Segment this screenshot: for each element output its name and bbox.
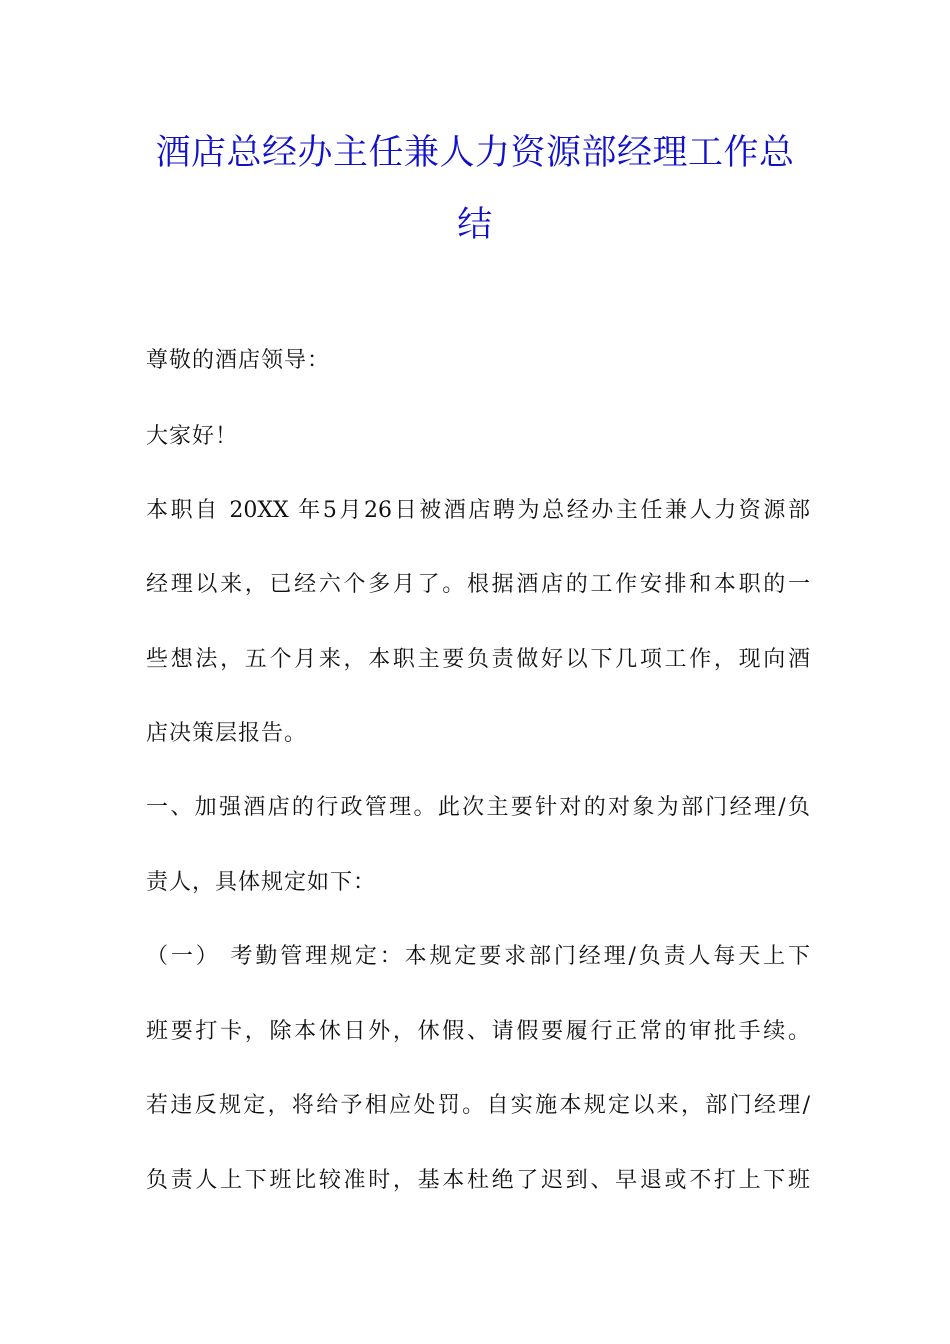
subsection-line: （一） 考勤管理规定：本规定要求部门经理/负责人每天上下 xyxy=(146,944,810,969)
body-line: 班要打卡，除本休日外，休假、请假要履行正常的审批手续。 xyxy=(146,1019,810,1044)
body-line: 些想法，五个月来，本职主要负责做好以下几项工作，现向酒 xyxy=(146,647,810,672)
section-heading-line: 一、加强酒店的行政管理。此次主要针对的对象为部门经理/负 xyxy=(146,795,810,820)
salutation: 尊敬的酒店领导： xyxy=(146,348,331,373)
body-line: 经理以来，已经六个多月了。根据酒店的工作安排和本职的一 xyxy=(146,572,810,597)
body-line: 店决策层报告。 xyxy=(146,721,308,746)
body-line: 负责人上下班比较准时，基本杜绝了迟到、早退或不打上下班 xyxy=(146,1168,810,1193)
document-title-line-1: 酒店总经办主任兼人力资源部经理工作总 xyxy=(155,133,795,173)
body-line: 若违反规定，将给予相应处罚。自实施本规定以来，部门经理/ xyxy=(146,1093,810,1118)
greeting: 大家好！ xyxy=(146,424,239,449)
document-title-line-2: 结 xyxy=(457,205,493,245)
body-line: 本职自 20XX 年5月26日被酒店聘为总经办主任兼人力资源部 xyxy=(146,498,810,523)
body-line: 责人，具体规定如下： xyxy=(146,870,377,895)
